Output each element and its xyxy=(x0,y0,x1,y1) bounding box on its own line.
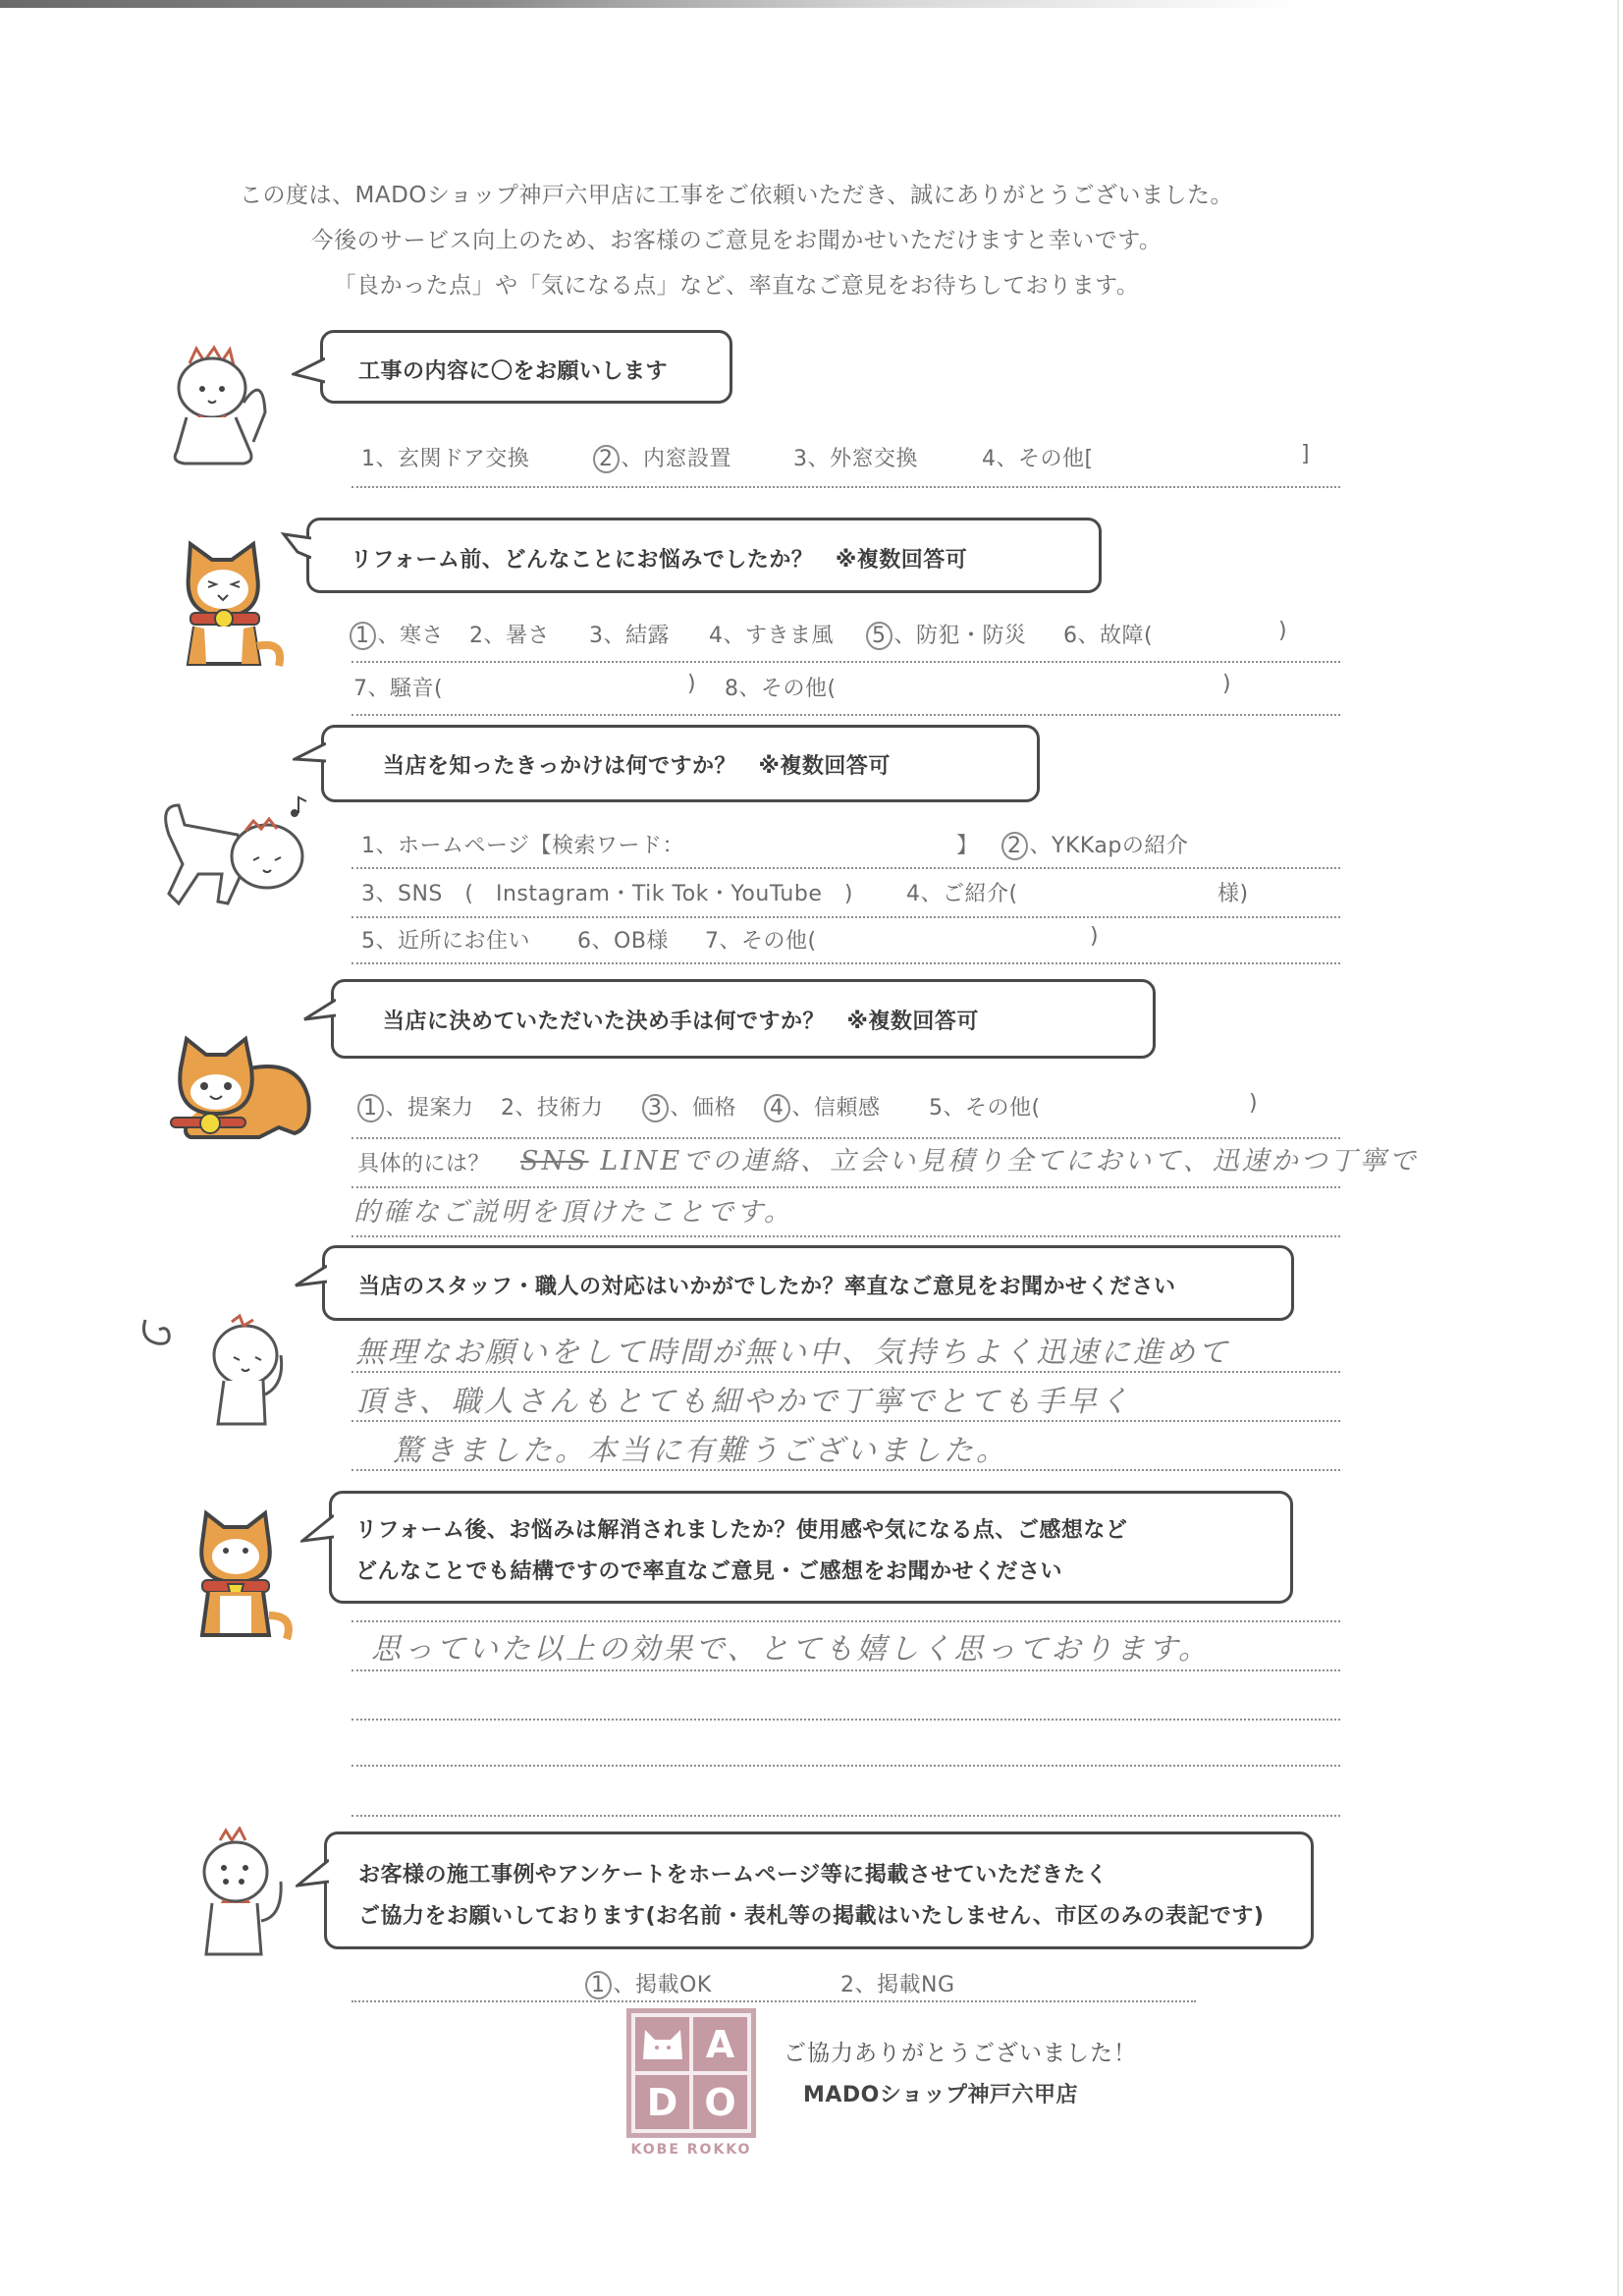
q2-option-2[interactable]: 2、暑さ xyxy=(469,624,551,648)
q3-option-7[interactable]: 7、その他( xyxy=(705,929,817,954)
dotted-line xyxy=(352,1765,1340,1767)
q4-handwritten-answer-line-2[interactable]: 的確なご説明を頂けたことです。 xyxy=(353,1197,793,1228)
q2-option-1[interactable]: 1 、寒さ xyxy=(350,619,444,650)
question-2-text: リフォーム前、どんなことにお悩みでしたか？ ※複数回答可 xyxy=(351,548,968,573)
logo-letter-a: A xyxy=(693,2017,747,2071)
dotted-line xyxy=(352,962,1340,964)
q3-option-3-sns[interactable]: 3、SNS ( Instagram・Tik Tok・YouTube ) xyxy=(361,882,853,906)
question-4-text: 当店に決めていただいた決め手は何ですか？ ※複数回答可 xyxy=(383,1010,979,1034)
dotted-line xyxy=(352,1815,1340,1817)
question-bubble-7 xyxy=(324,1831,1314,1949)
dotted-line xyxy=(352,1620,1340,1622)
q6-handwritten-answer-line-1[interactable]: 思っていた以上の効果で、とても嬉しく思っております。 xyxy=(371,1632,1211,1667)
q5-handwritten-answer-line-2[interactable]: 頂き、職人さんもとても細やかで丁寧でとても手早く xyxy=(355,1385,1132,1419)
logo-subtitle: KOBE ROKKO xyxy=(630,2142,752,2158)
question-bubble-1 xyxy=(320,330,732,404)
q4-option-3[interactable]: 3 、価格 xyxy=(642,1091,736,1122)
q2-option-6[interactable]: 6、故障( xyxy=(1063,624,1154,648)
q2-option-7-close: ) xyxy=(687,672,697,696)
q4-option-4[interactable]: 4 、信頼感 xyxy=(764,1091,881,1122)
lying-shiba-mascot-icon xyxy=(161,1029,318,1147)
sitting-cat-mascot-icon xyxy=(192,1827,300,1964)
scan-shadow-top xyxy=(0,0,1623,8)
dotted-line xyxy=(352,714,1340,716)
q2-option-3[interactable]: 3、結露 xyxy=(589,624,671,648)
q1-option-3[interactable]: 3、外窓交換 xyxy=(793,447,919,471)
dotted-line xyxy=(352,661,1340,663)
thanks-message: ご協力ありがとうございました！ xyxy=(784,2041,1137,2066)
praying-shiba-mascot-icon xyxy=(192,1507,300,1645)
q2-option-6-close: ) xyxy=(1278,619,1288,643)
q4-option-5[interactable]: 5、その他( xyxy=(929,1096,1041,1121)
q1-option-1[interactable]: 1、玄関ドア交換 xyxy=(361,447,530,471)
q1-option-4[interactable]: 4、その他[ xyxy=(982,447,1094,471)
question-1-text: 工事の内容に〇をお願いします xyxy=(358,359,669,384)
q4-detail-label: 具体的には？ xyxy=(357,1152,491,1176)
logo-cat-icon xyxy=(635,2017,689,2071)
question-3-text: 当店を知ったきっかけは何ですか？ ※複数回答可 xyxy=(383,754,891,779)
q3-option-4-referral[interactable]: 4、ご紹介( xyxy=(906,882,1018,906)
question-bubble-6 xyxy=(329,1491,1293,1604)
q2-option-7[interactable]: 7、騒音( xyxy=(353,677,444,701)
shop-name: MADOショップ神戸六甲店 xyxy=(803,2083,1078,2107)
white-cat-mascot-icon xyxy=(165,344,283,471)
question-6-text-line-2: どんなことでも結構ですので率直なご意見・ご感想をお聞かせください xyxy=(355,1559,1063,1584)
question-bubble-5 xyxy=(322,1245,1294,1321)
dotted-line xyxy=(352,1420,1340,1422)
q3-option-2[interactable]: 2 、YKKapの紹介 xyxy=(1001,829,1188,860)
q4-option-5-close: ) xyxy=(1249,1091,1259,1116)
dotted-line xyxy=(352,916,1340,918)
q2-option-5[interactable]: 5 、防犯・防災 xyxy=(866,619,1027,650)
q5-handwritten-answer-line-1[interactable]: 無理なお願いをして時間が無い中、気持ちよく迅速に進めて xyxy=(355,1336,1230,1370)
intro-line-3: 「良かった点」や「気になる点」など、率直なご意見をお待ちしております。 xyxy=(333,273,1140,299)
question-bubble-2 xyxy=(306,518,1102,593)
q3-option-6[interactable]: 6、OB様 xyxy=(577,929,669,954)
question-bubble-3 xyxy=(321,725,1040,802)
dotted-line xyxy=(352,1186,1340,1188)
q1-option-2[interactable]: 2 、内窓設置 xyxy=(593,442,731,473)
walking-cat-mascot-icon xyxy=(159,795,311,913)
question-6-text-line-1: リフォーム後、お悩みは解消されましたか？使用感や気になる点、ご感想など xyxy=(355,1518,1128,1543)
q2-option-8-close: ) xyxy=(1222,672,1232,696)
question-7-text-line-2: ご協力をお願いしております(お名前・表札等の掲載はいたしません、市区のみの表記です) xyxy=(358,1904,1265,1929)
q3-option-5[interactable]: 5、近所にお住い xyxy=(361,929,530,954)
q5-handwritten-answer-line-3[interactable]: 驚きました。本当に有難うございました。 xyxy=(393,1434,1008,1468)
q7-option-publish-ok[interactable]: 1 、掲載OK xyxy=(585,1968,712,1999)
dotted-line xyxy=(352,867,1340,869)
dotted-line xyxy=(352,1719,1340,1721)
q7-option-publish-ng[interactable]: 2、掲載NG xyxy=(840,1973,955,1997)
q3-option-4-close: 様) xyxy=(1217,882,1249,906)
circled-mark: 2 xyxy=(593,445,620,473)
q2-option-8[interactable]: 8、その他( xyxy=(725,677,837,701)
curled-tail-cat-mascot-icon xyxy=(137,1306,304,1434)
q3-option-1-close: 】 xyxy=(956,834,979,858)
question-5-text: 当店のスタッフ・職人の対応はいかがでしたか？率直なご意見をお聞かせください xyxy=(358,1275,1176,1299)
dotted-line xyxy=(352,1235,1340,1237)
dotted-line xyxy=(352,1371,1340,1373)
dotted-line xyxy=(352,1469,1340,1471)
logo-letter-d: D xyxy=(635,2075,689,2129)
q4-option-2[interactable]: 2、技術力 xyxy=(501,1096,604,1121)
intro-line-2: 今後のサービス向上のため、お客様のご意見をお聞かせいただけますと幸いです。 xyxy=(310,228,1163,253)
dotted-line xyxy=(352,2000,1196,2002)
q2-option-4[interactable]: 4、すきま風 xyxy=(709,624,835,648)
q1-option-4-close: ] xyxy=(1301,442,1311,466)
intro-line-1: この度は、MADOショップ神戸六甲店に工事をご依頼いただき、誠にありがとうございました。 xyxy=(239,183,1233,208)
question-7-text-line-1: お客様の施工事例やアンケートをホームページ等に掲載させていただきたく xyxy=(358,1863,1109,1887)
intro-text xyxy=(147,173,1325,308)
scan-edge-right xyxy=(1617,0,1619,2296)
logo-letter-o: O xyxy=(693,2075,747,2129)
mado-logo xyxy=(626,2008,764,2158)
q4-handwritten-answer-line-1[interactable]: SNS LINEでの連絡、立会い見積り全てにおいて、迅速かつ丁寧で xyxy=(520,1146,1419,1176)
dotted-line xyxy=(352,486,1340,488)
question-bubble-4 xyxy=(331,979,1156,1059)
q4-option-1[interactable]: 1 、提案力 xyxy=(357,1091,474,1122)
dotted-line xyxy=(352,1669,1340,1671)
q3-option-1-homepage[interactable]: 1、ホームページ【検索ワード： xyxy=(361,834,685,858)
q3-option-7-close: ) xyxy=(1090,924,1100,949)
